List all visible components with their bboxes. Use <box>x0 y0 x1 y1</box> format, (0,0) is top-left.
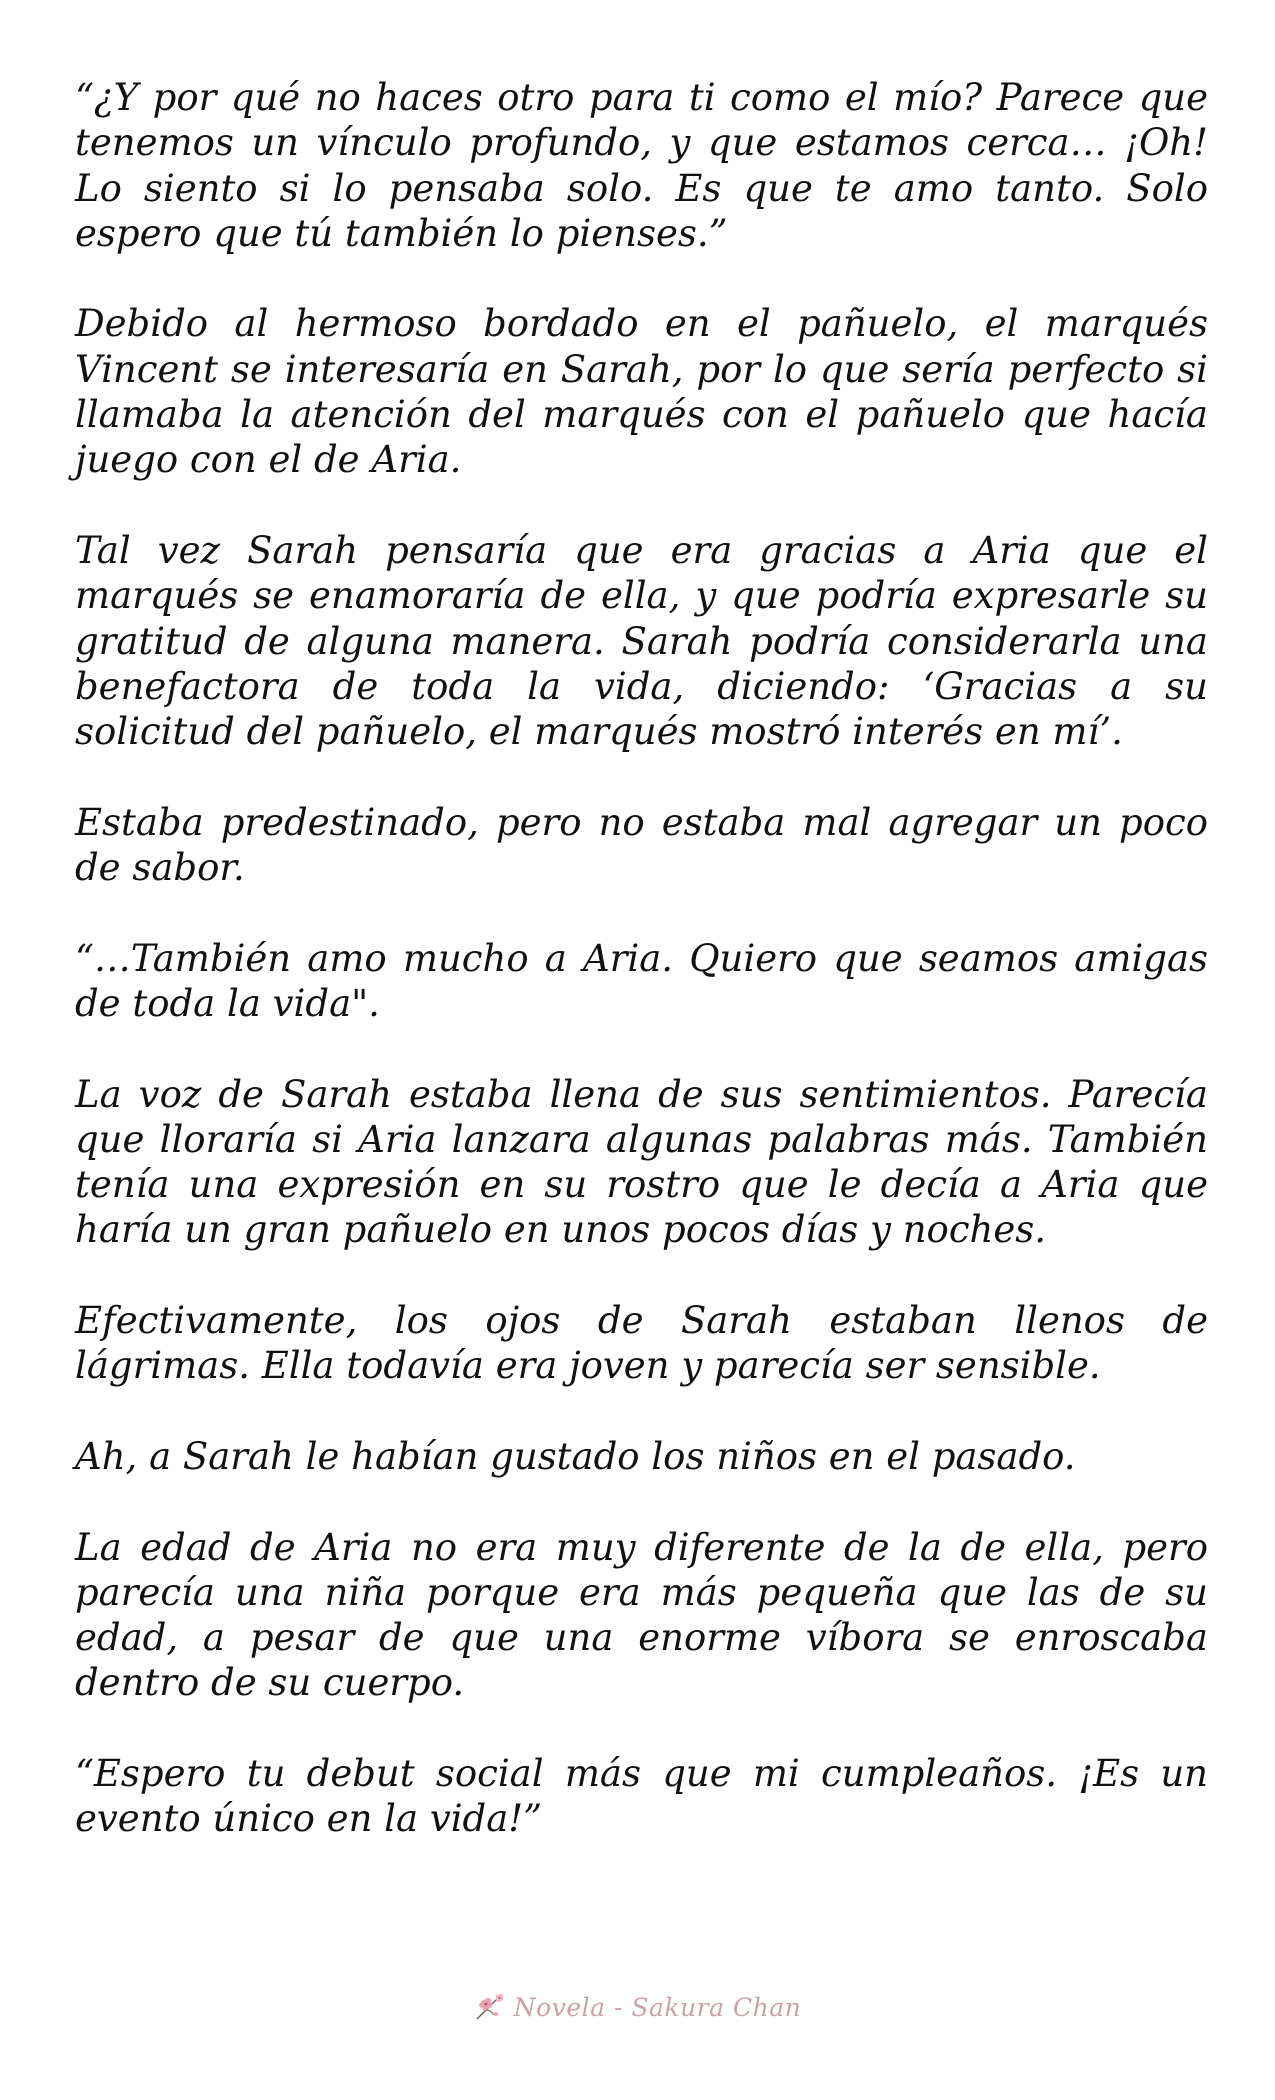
paragraph-1: “¿Y por qué no haces otro para ti como el mío? Parece que tenemos un vínculo profundo, y que estamos cerca… ¡Oh! Lo siento si lo pensaba solo. Es que te amo tanto. Solo espero que tú también lo pienses.” <box>75 76 1208 255</box>
footer-credit <box>0 1992 1275 2022</box>
document-body <box>75 75 1208 1887</box>
paragraph-10: “Espero tu debut social más que mi cumpleaños. ¡Es un evento único en la vida!” <box>75 1751 1208 1841</box>
paragraph-8: Ah, a Sarah le habían gustado los niños en el pasado. <box>75 1434 1076 1478</box>
paragraph-9: La edad de Aria no era muy diferente de la de ella, pero parecía una niña porque era más pequeña que las de su edad, a pesar de que una enorme víbora se enroscaba dentro de su cuerpo. <box>75 1525 1208 1705</box>
paragraph-4: Estaba predestinado, pero no estaba mal agregar un poco de sabor. <box>75 800 1208 890</box>
paragraph-2: Debido al hermoso bordado en el pañuelo, el marqués Vincent se interesaría en Sarah, por lo que sería perfecto si llamaba la atención del marqués con el pañuelo que hacía juego con el de Aria. <box>75 302 1208 482</box>
paragraph-6: La voz de Sarah estaba llena de sus sentimientos. Parecía que lloraría si Aria lanzara algunas palabras más. También tenía una expresión en su rostro que le decía a Aria que haría un gran pañuelo en unos pocos días y noches. <box>75 1072 1208 1252</box>
paragraph-5: “…También amo mucho a Aria. Quiero que seamos amigas de toda la vida". <box>75 936 1208 1025</box>
paragraph-3: Tal vez Sarah pensaría que era gracias a Aria que el marqués se enamoraría de ella, y que podría expresarle su gratitud de alguna manera. Sarah podría considerarla una benefactora de toda la vida, diciendo: ‘Gracias a su solicitud del pañuelo, el marqués mostró interés en mí’. <box>75 528 1208 754</box>
credit-text: Novela - Sakura Chan <box>513 1992 802 2022</box>
paragraph-7: Efectivamente, los ojos de Sarah estaban llenos de lágrimas. Ella todavía era joven y parecía ser sensible. <box>75 1299 1208 1388</box>
sakura-blossom-icon <box>474 1992 508 2022</box>
